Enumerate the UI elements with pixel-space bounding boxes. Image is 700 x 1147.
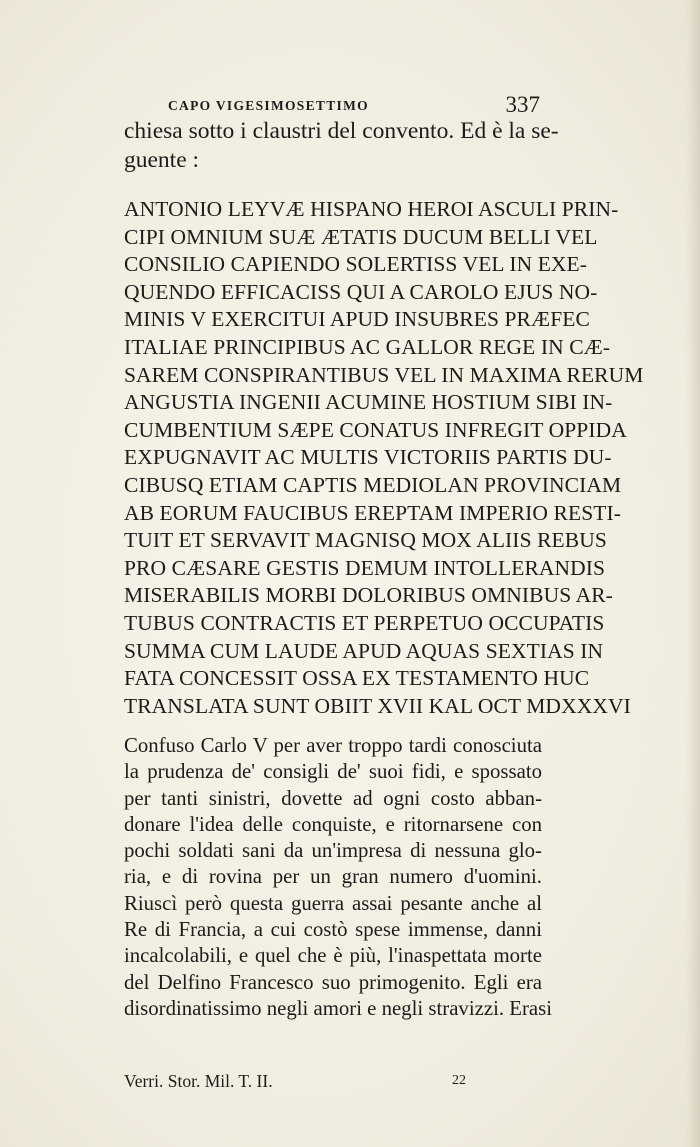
- page-footer: [124, 1071, 542, 1095]
- text-line: pochi soldati sani da un'impresa di nessuna glo-: [124, 839, 542, 863]
- running-title: CAPO VIGESIMOSETTIMO: [168, 98, 369, 113]
- epitaph-line: EXPUGNAVIT AC MULTIS VICTORIIS PARTIS DU-: [124, 445, 612, 470]
- epitaph-inscription: [124, 196, 644, 720]
- epitaph-line: PRO CÆSARE GESTIS DEMUM INTOLLERANDIS: [124, 555, 606, 580]
- epitaph-line: SAREM CONSPIRANTIBUS VEL IN MAXIMA RERUM: [124, 362, 644, 387]
- epitaph-line: QUENDO EFFICACISS QUI A CAROLO EJUS NO-: [124, 279, 598, 304]
- text-line: disordinatissimo negli amori e negli stravizzi. Erasi: [124, 996, 552, 1020]
- text-line: del Delfino Francesco suo primogenito. Egli era: [124, 970, 542, 994]
- epitaph-line: ANGUSTIA INGENII ACUMINE HOSTIUM SIBI IN-: [124, 390, 613, 415]
- page-edge-shadow: [686, 0, 700, 1147]
- text-line: guente :: [124, 147, 200, 173]
- text-line: chiesa sotto i claustri del convento. Ed è la se-: [124, 118, 559, 144]
- text-line: incalcolabili, e quel che è più, l'inaspettata morte: [124, 944, 542, 968]
- text-line: donare l'idea delle conquiste, e ritornarsene con: [124, 812, 542, 836]
- epitaph-line: CUMBENTIUM SÆPE CONATUS INFREGIT OPPIDA: [124, 417, 627, 442]
- epitaph-line: CIPI OMNIUM SUÆ ÆTATIS DUCUM BELLI VEL: [124, 224, 598, 249]
- epitaph-line: MINIS V EXERCITUI APUD INSUBRES PRÆFEC: [124, 307, 590, 332]
- epitaph-line: CONSILIO CAPIENDO SOLERTISS VEL IN EXE-: [124, 252, 588, 277]
- page-number: 337: [505, 92, 540, 117]
- epitaph-line: TRANSLATA SUNT OBIIT XVII KAL OCT MDXXXVI: [124, 693, 631, 718]
- text-line: ria, e di rovina per un gran numero d'uomini.: [124, 865, 542, 889]
- epitaph-line: FATA CONCESSIT OSSA EX TESTAMENTO HUC: [124, 666, 590, 691]
- running-head: [168, 92, 540, 116]
- epitaph-line: MISERABILIS MORBI DOLORIBUS OMNIBUS AR-: [124, 583, 613, 608]
- text-line: Confuso Carlo V per aver troppo tardi conosciuta: [124, 734, 542, 757]
- narrative-paragraph: [124, 733, 552, 1022]
- text-line: la prudenza de' consigli de' suoi fidi, e spossato: [124, 760, 542, 784]
- epitaph-line: AB EORUM FAUCIBUS EREPTAM IMPERIO RESTI-: [124, 500, 622, 525]
- sheet-number: 22: [452, 1073, 466, 1088]
- signature-mark: Verri. Stor. Mil. T. II.: [124, 1071, 273, 1091]
- epitaph-line: ITALIAE PRINCIPIBUS AC GALLOR REGE IN CÆ-: [124, 334, 611, 359]
- epitaph-line: CIBUSQ ETIAM CAPTIS MEDIOLAN PROVINCIAM: [124, 472, 622, 497]
- epitaph-line: SUMMA CUM LAUDE APUD AQUAS SEXTIAS IN: [124, 638, 604, 663]
- text-line: Riuscì però questa guerra assai pesante anche al: [124, 891, 542, 915]
- text-line: per tanti sinistri, dovette ad ogni costo abban-: [124, 786, 542, 810]
- epitaph-line: TUBUS CONTRACTIS ET PERPETUO OCCUPATIS: [124, 610, 605, 635]
- text-line: Re di Francia, a cui costò spese immense, danni: [124, 918, 542, 942]
- epitaph-line: TUIT ET SERVAVIT MAGNISQ MOX ALIIS REBUS: [124, 528, 607, 553]
- intro-paragraph: [124, 117, 559, 175]
- epitaph-line: ANTONIO LEYVÆ HISPANO HEROI ASCULI PRIN-: [124, 197, 619, 221]
